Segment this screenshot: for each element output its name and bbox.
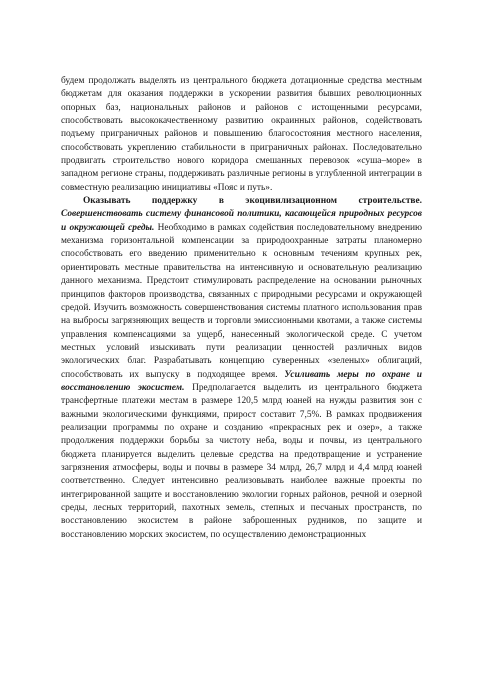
- paragraph-continuation: будем продолжать выделять из центрального бюджета дотационные средства местным бюджетам для оказания поддержки в ускорении развития бывших революционных опорных баз, национальных районов и районов с истощенными ресурсами, способствовать высококачественному развитию окраинных районов, содействовать подъему приграничных районов и повышению благосостояния местного населения, способствовать укреплению стабильности в приграничных районах. Последовательно продвигать строительство нового коридора смешанных перевозок «суша–море» в западном регионе страны, поддерживать различные регионы в углубленной интеграции в совместную реализацию инициативы «Пояс и путь».: [61, 76, 422, 193]
- subsection-heading-finance-policy: Совершенствовать систему финансовой политики, касающейся природных ресурсов и окружающей среды.: [61, 209, 422, 233]
- document-body: [61, 75, 422, 542]
- paragraph-text-transfers: Предполагается выделить из центрального бюджета трансфертные платежи местам в размере 120,5 млрд юаней на нужды развития зон с важными экологическими функциями, прирост составит 7,5%. В рамках продвижения реализации программы по охране и созданию «прекрасных рек и озер», а также продолжения поддержки борьбы за чистоту неба, воды и почвы, из центрального бюджета планируется выделить целевые средства на предотвращение и устранение загрязнения атмосферы, воды и почвы в размере 34 млрд, 26,7 млрд и 4,4 млрд юаней соответственно. Следует интенсивно реализовывать наиболее важные проекты по интегрированной защите и восстановлению экологии горных районов, речной и озерной среды, лесных территорий, пахотных земель, степных и песчаных пространств, по восстановлению экосистем в районе заброшенных рудников, по защите и восстановлению морских экосистем, по осуществлению демонстрационных: [61, 382, 423, 540]
- paragraph-ecological-support: [61, 195, 422, 542]
- section-heading: Оказывать поддержку в экоцивилизационном строительстве.: [83, 196, 422, 207]
- subsection-heading-ecosystem-protection: Усиливать меры по охране и восстановлению экосистем.: [61, 369, 422, 393]
- paragraph-text-compensation: Необходимо в рамках содействия последовательному внедрению механизма горизонтальной компенсации за природоохранные затраты планомерно способствовать его введению применительно к основным течениям крупных рек, ориентировать местные правительства на интенсивную и основательную реализацию данного механизма. Предстоит стимулировать распределение на основании рыночных принципов факторов производства, связанных с природными ресурсами и окружающей средой. Изучить возможность совершенствования системы платного использования прав на выбросы загрязняющих веществ и торговли эмиссионными квотами, а также системы управления компенсациями за ущерб, нанесенный экологической среде. С учетом местных условий изыскивать пути реализации ценностей различных видов экологических благ. Разрабатывать концепцию суверенных «зеленых» облигаций, способствовать их выпуску в подходящее время.: [61, 222, 422, 380]
